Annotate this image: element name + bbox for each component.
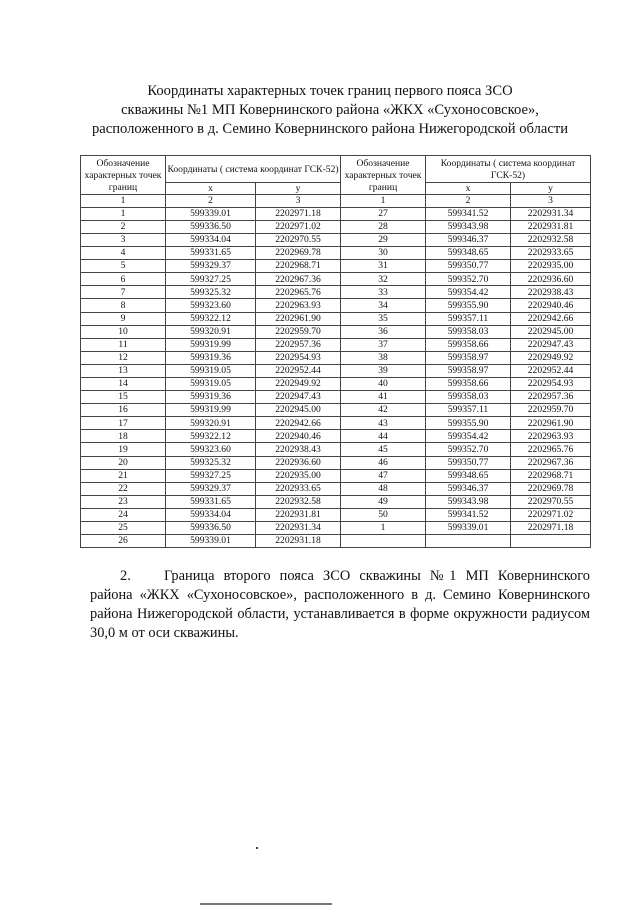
point-number-cell: 50 [341, 508, 426, 521]
table-row [81, 443, 591, 456]
point-number-cell: 1 [341, 522, 426, 535]
point-number-cell: 26 [81, 535, 166, 548]
y-coordinate-cell: 2202932.58 [511, 233, 591, 246]
table-row [81, 495, 591, 508]
x-coordinate-cell: 599320.91 [166, 417, 256, 430]
point-number-cell: 24 [81, 508, 166, 521]
y-coordinate-cell: 2202963.93 [511, 430, 591, 443]
y-coordinate-cell: 2202952.44 [256, 364, 341, 377]
point-number-cell: 18 [81, 430, 166, 443]
x-coordinate-cell: 599357.11 [426, 312, 511, 325]
y-coordinate-cell: 2202963.93 [256, 299, 341, 312]
column-index: 3 [256, 195, 341, 208]
point-number-cell: 23 [81, 495, 166, 508]
x-coordinate-cell: 599319.99 [166, 338, 256, 351]
x-coordinate-cell: 599339.01 [166, 535, 256, 548]
x-coordinate-cell: 599346.37 [426, 233, 511, 246]
point-number-cell: 41 [341, 391, 426, 404]
y-coordinate-cell: 2202932.58 [256, 495, 341, 508]
table-row [81, 325, 591, 338]
x-coordinate-cell: 599336.50 [166, 220, 256, 233]
table-row [81, 522, 591, 535]
point-number-cell: 13 [81, 364, 166, 377]
y-coordinate-cell: 2202940.46 [256, 430, 341, 443]
point-number-cell: 43 [341, 417, 426, 430]
header-point-label-right: Обозначение характерных точек границ [341, 156, 426, 195]
y-coordinate-cell: 2202968.71 [511, 469, 591, 482]
point-number-cell: 45 [341, 443, 426, 456]
x-coordinate-cell: 599334.04 [166, 233, 256, 246]
y-coordinate-cell: 2202942.66 [256, 417, 341, 430]
y-coordinate-cell: 2202965.76 [511, 443, 591, 456]
point-number-cell: 29 [341, 233, 426, 246]
table-row [81, 233, 591, 246]
y-coordinate-cell: 2202952.44 [511, 364, 591, 377]
point-number-cell: 22 [81, 482, 166, 495]
y-coordinate-cell: 2202947.43 [256, 391, 341, 404]
table-row [81, 535, 591, 548]
y-coordinate-cell: 2202970.55 [256, 233, 341, 246]
x-coordinate-cell: 599319.05 [166, 364, 256, 377]
point-number-cell: 15 [81, 391, 166, 404]
table-row [81, 417, 591, 430]
x-coordinate-cell: 599327.25 [166, 469, 256, 482]
y-coordinate-cell: 2202938.43 [511, 286, 591, 299]
y-coordinate-cell: 2202971.18 [511, 522, 591, 535]
y-coordinate-cell: 2202936.60 [256, 456, 341, 469]
point-number-cell: 10 [81, 325, 166, 338]
x-coordinate-cell: 599355.90 [426, 299, 511, 312]
y-coordinate-cell: 2202935.00 [511, 260, 591, 273]
point-number-cell: 39 [341, 364, 426, 377]
point-number-cell: 12 [81, 351, 166, 364]
point-number-cell: 46 [341, 456, 426, 469]
point-number-cell: 14 [81, 378, 166, 391]
column-index: 2 [166, 195, 256, 208]
y-coordinate-cell: 2202971.02 [256, 220, 341, 233]
y-coordinate-cell: 2202967.36 [511, 456, 591, 469]
point-number-cell: 36 [341, 325, 426, 338]
x-coordinate-cell: 599358.97 [426, 351, 511, 364]
x-coordinate-cell: 599323.60 [166, 443, 256, 456]
point-number-cell: 17 [81, 417, 166, 430]
point-number-cell: 7 [81, 286, 166, 299]
header-coords-label-left: Координаты ( система координат ГСК-52) [166, 156, 341, 183]
x-coordinate-cell: 599352.70 [426, 273, 511, 286]
scan-speck [256, 847, 258, 849]
x-coordinate-cell: 599352.70 [426, 443, 511, 456]
x-coordinate-cell: 599343.98 [426, 220, 511, 233]
x-coordinate-cell: 599358.97 [426, 364, 511, 377]
y-coordinate-cell: 2202968.71 [256, 260, 341, 273]
x-coordinate-cell: 599319.05 [166, 378, 256, 391]
title-line-1: Координаты характерных точек границ первого пояса ЗСО [147, 83, 513, 99]
y-coordinate-cell: 2202957.36 [256, 338, 341, 351]
x-coordinate-cell: 599341.52 [426, 508, 511, 521]
table-row [81, 299, 591, 312]
paragraph-text: Граница второго пояса ЗСО скважины №1 МП Ковернинского района «ЖКХ «Сухоносовское», расположенного в д. Семино Ковернинского района Нижегородской области, устанавливается в форме окружности радиусом 30,0 м от оси скважины. [90, 568, 590, 641]
table-row [81, 207, 591, 220]
x-coordinate-cell: 599329.37 [166, 482, 256, 495]
y-coordinate-cell: 2202931.81 [256, 508, 341, 521]
point-number-cell: 19 [81, 443, 166, 456]
point-number-cell: 25 [81, 522, 166, 535]
x-coordinate-cell: 599325.32 [166, 286, 256, 299]
x-coordinate-cell: 599319.36 [166, 391, 256, 404]
x-coordinate-cell: 599350.77 [426, 260, 511, 273]
x-coordinate-cell: 599341.52 [426, 207, 511, 220]
point-number-cell: 3 [81, 233, 166, 246]
y-coordinate-cell: 2202933.65 [256, 482, 341, 495]
paragraph-number: 2. [120, 568, 131, 584]
y-coordinate-cell: 2202971.18 [256, 207, 341, 220]
y-coordinate-cell: 2202938.43 [256, 443, 341, 456]
header-point-label-left: Обозначение характерных точек границ [81, 156, 166, 195]
table-row [81, 364, 591, 377]
y-coordinate-cell: 2202971.02 [511, 508, 591, 521]
table-row [81, 404, 591, 417]
point-number-cell: 1 [81, 207, 166, 220]
column-index: 2 [426, 195, 511, 208]
point-number-cell: 49 [341, 495, 426, 508]
y-coordinate-cell: 2202931.34 [511, 207, 591, 220]
point-number-cell: 48 [341, 482, 426, 495]
header-x-right: x [426, 182, 511, 195]
y-coordinate-cell: 2202954.93 [511, 378, 591, 391]
x-coordinate-cell: 599322.12 [166, 312, 256, 325]
header-y-left: y [256, 182, 341, 195]
x-coordinate-cell: 599319.36 [166, 351, 256, 364]
y-coordinate-cell: 2202961.90 [256, 312, 341, 325]
y-coordinate-cell: 2202931.81 [511, 220, 591, 233]
x-coordinate-cell: 599329.37 [166, 260, 256, 273]
point-number-cell: 38 [341, 351, 426, 364]
point-number-cell: 8 [81, 299, 166, 312]
x-coordinate-cell: 599319.99 [166, 404, 256, 417]
point-number-cell: 47 [341, 469, 426, 482]
y-coordinate-cell: 2202959.70 [256, 325, 341, 338]
point-number-cell: 33 [341, 286, 426, 299]
y-coordinate-cell: 2202940.46 [511, 299, 591, 312]
coordinates-table [80, 155, 591, 548]
y-coordinate-cell: 2202954.93 [256, 351, 341, 364]
title-line-3: расположенного в д. Семино Ковернинского района Нижегородской области [91, 121, 569, 137]
point-number-cell: 32 [341, 273, 426, 286]
point-number-cell: 5 [81, 260, 166, 273]
y-coordinate-cell: 2202942.66 [511, 312, 591, 325]
y-coordinate-cell: 2202945.00 [511, 325, 591, 338]
point-number-cell: 9 [81, 312, 166, 325]
y-coordinate-cell: 2202970.55 [511, 495, 591, 508]
second-zone-paragraph [90, 567, 590, 643]
title-line-2: скважины №1 МП Ковернинского района «ЖКХ «Сухоносовское», [121, 102, 539, 118]
point-number-cell: 28 [341, 220, 426, 233]
table-row [81, 456, 591, 469]
point-number-cell: 35 [341, 312, 426, 325]
point-number-cell: 6 [81, 273, 166, 286]
y-coordinate-cell: 2202969.78 [256, 247, 341, 260]
point-number-cell: 44 [341, 430, 426, 443]
y-coordinate-cell: 2202945.00 [256, 404, 341, 417]
point-number-cell: 34 [341, 299, 426, 312]
point-number-cell: 31 [341, 260, 426, 273]
point-number-cell [341, 535, 426, 548]
table-row [81, 482, 591, 495]
point-number-cell: 30 [341, 247, 426, 260]
header-y-right: y [511, 182, 591, 195]
column-index: 1 [81, 195, 166, 208]
x-coordinate-cell: 599358.03 [426, 391, 511, 404]
y-coordinate-cell: 2202933.65 [511, 247, 591, 260]
x-coordinate-cell [426, 535, 511, 548]
y-coordinate-cell: 2202935.00 [256, 469, 341, 482]
table-row [81, 378, 591, 391]
y-coordinate-cell: 2202949.92 [511, 351, 591, 364]
document-title [60, 82, 600, 139]
point-number-cell: 42 [341, 404, 426, 417]
point-number-cell: 37 [341, 338, 426, 351]
x-coordinate-cell: 599348.65 [426, 247, 511, 260]
x-coordinate-cell: 599336.50 [166, 522, 256, 535]
table-row [81, 220, 591, 233]
x-coordinate-cell: 599358.66 [426, 378, 511, 391]
point-number-cell: 27 [341, 207, 426, 220]
x-coordinate-cell: 599339.01 [426, 522, 511, 535]
table-row [81, 430, 591, 443]
x-coordinate-cell: 599354.42 [426, 286, 511, 299]
y-coordinate-cell: 2202969.78 [511, 482, 591, 495]
x-coordinate-cell: 599354.42 [426, 430, 511, 443]
table-row [81, 508, 591, 521]
y-coordinate-cell: 2202931.34 [256, 522, 341, 535]
table-row [81, 312, 591, 325]
point-number-cell: 40 [341, 378, 426, 391]
x-coordinate-cell: 599339.01 [166, 207, 256, 220]
table-row [81, 338, 591, 351]
y-coordinate-cell: 2202947.43 [511, 338, 591, 351]
x-coordinate-cell: 599358.03 [426, 325, 511, 338]
y-coordinate-cell: 2202967.36 [256, 273, 341, 286]
table-row [81, 351, 591, 364]
point-number-cell: 2 [81, 220, 166, 233]
x-coordinate-cell: 599346.37 [426, 482, 511, 495]
point-number-cell: 11 [81, 338, 166, 351]
x-coordinate-cell: 599331.65 [166, 495, 256, 508]
y-coordinate-cell: 2202931.18 [256, 535, 341, 548]
header-coords-label-right: Координаты ( система координат ГСК-52) [426, 156, 591, 183]
y-coordinate-cell: 2202936.60 [511, 273, 591, 286]
table-row [81, 391, 591, 404]
x-coordinate-cell: 599327.25 [166, 273, 256, 286]
table-row [81, 247, 591, 260]
table-row [81, 260, 591, 273]
table-row [81, 273, 591, 286]
point-number-cell: 4 [81, 247, 166, 260]
column-index: 3 [511, 195, 591, 208]
x-coordinate-cell: 599358.66 [426, 338, 511, 351]
x-coordinate-cell: 599350.77 [426, 456, 511, 469]
y-coordinate-cell: 2202957.36 [511, 391, 591, 404]
x-coordinate-cell: 599331.65 [166, 247, 256, 260]
column-index: 1 [341, 195, 426, 208]
x-coordinate-cell: 599320.91 [166, 325, 256, 338]
x-coordinate-cell: 599322.12 [166, 430, 256, 443]
x-coordinate-cell: 599348.65 [426, 469, 511, 482]
header-x-left: x [166, 182, 256, 195]
table-row [81, 469, 591, 482]
x-coordinate-cell: 599334.04 [166, 508, 256, 521]
point-number-cell: 16 [81, 404, 166, 417]
table-row [81, 286, 591, 299]
y-coordinate-cell: 2202961.90 [511, 417, 591, 430]
x-coordinate-cell: 599323.60 [166, 299, 256, 312]
x-coordinate-cell: 599355.90 [426, 417, 511, 430]
x-coordinate-cell: 599343.98 [426, 495, 511, 508]
y-coordinate-cell: 2202965.76 [256, 286, 341, 299]
x-coordinate-cell: 599325.32 [166, 456, 256, 469]
y-coordinate-cell [511, 535, 591, 548]
y-coordinate-cell: 2202959.70 [511, 404, 591, 417]
point-number-cell: 21 [81, 469, 166, 482]
point-number-cell: 20 [81, 456, 166, 469]
x-coordinate-cell: 599357.11 [426, 404, 511, 417]
y-coordinate-cell: 2202949.92 [256, 378, 341, 391]
